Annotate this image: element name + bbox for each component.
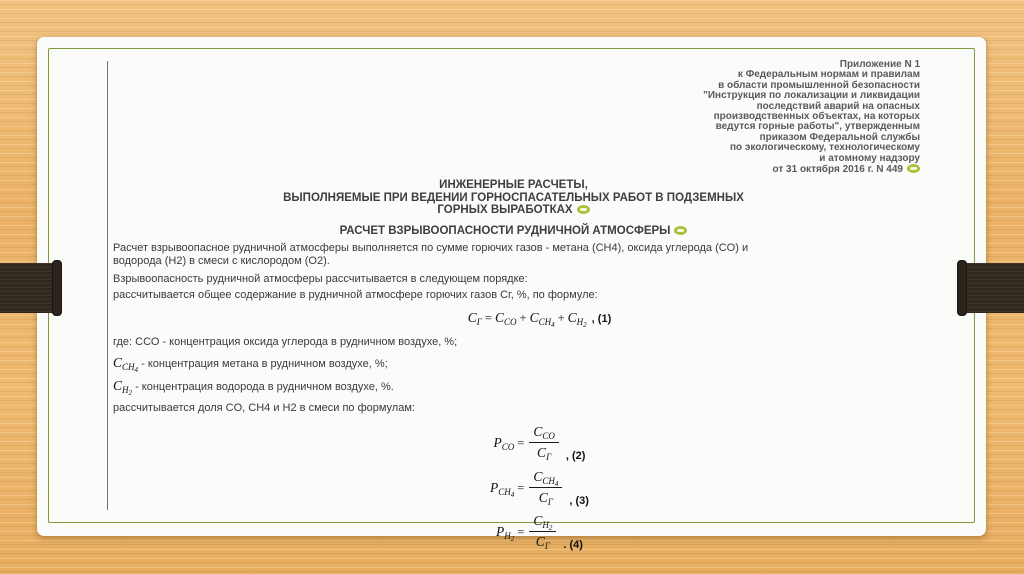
left-clip-bar-cap [52, 260, 62, 316]
header-line: производственных объектах, на которых [713, 111, 920, 123]
paragraph-fractions-intro: рассчитывается доля CO, CH4 и H2 в смеси по формулам: [113, 402, 415, 415]
header-line: к Федеральным нормам и правилам [737, 69, 920, 81]
main-title-line2: ВЫПОЛНЯЕМЫЕ ПРИ ВЕДЕНИИ ГОРНОСПАСАТЕЛЬНЫХ РАБОТ В ПОДЗЕМНЫХ [283, 191, 744, 204]
paragraph-total-content: рассчитывается общее содержание в рудничной атмосфере горючих газов Cг, %, по формуле: [113, 289, 598, 302]
header-line: "Инструкция по локализации и ликвидации [703, 90, 920, 102]
where-line-ch4: $C_{CH_4}$ - концентрация метана в рудничном воздухе, %; [113, 355, 388, 375]
fraction: $\frac{C_{CH_4}}{C_Г}$ [529, 468, 562, 507]
header-line: ведутся горные работы", утвержденным [715, 121, 920, 133]
formula-2: $P_{CO}$ = $\frac{C_{CO}}{C_Г}$ , (2) [493, 424, 586, 463]
anchor-link-icon[interactable] [907, 164, 920, 173]
section-subtitle: РАСЧЕТ ВЗРЫВООПАСНОСТИ РУДНИЧНОЙ АТМОСФЕРЫ [113, 225, 914, 238]
header-line: по экологическому, технологическому [729, 142, 920, 154]
where-line-cco: где: ССО - концентрация оксида углерода в рудничном воздухе, %; [113, 336, 458, 349]
slide-content [108, 57, 920, 552]
symbol-c-ch4: $C_{CH_4}$ [113, 355, 139, 375]
fraction: $\frac{C_{CO}}{C_Г}$ [529, 423, 559, 462]
right-clip-bar-cap [957, 260, 967, 316]
header-line: Приложение N 1 [839, 59, 920, 70]
fraction: $\frac{C_{H_2}}{C_Г}$ [529, 512, 556, 551]
header-line: последствий аварий на опасных [756, 100, 920, 112]
header-date-line [113, 164, 920, 175]
main-title-line1: ИНЖЕНЕРНЫЕ РАСЧЕТЫ, [439, 179, 588, 192]
header-line: в области промышленной безопасности [718, 79, 920, 91]
document-legal-header [113, 60, 920, 175]
header-line: приказом Федеральной службы [759, 131, 920, 143]
slide [37, 37, 986, 552]
left-clip-bar [0, 263, 57, 313]
anchor-link-icon[interactable] [674, 226, 687, 235]
symbol-c-h2: $C_{H_2}$ [113, 378, 133, 398]
right-clip-bar [962, 263, 1024, 313]
where-line-h2: $C_{H_2}$ - концентрация водорода в рудничном воздухе, %. [113, 378, 394, 398]
anchor-link-icon[interactable] [577, 205, 590, 214]
paragraph-order: Взрывоопасность рудничной атмосферы рассчитывается в следующем порядке: [113, 273, 528, 286]
formula-3: $P_{CH_4}$ = $\frac{C_{CH_4}}{C_Г}$ , (3) [490, 469, 589, 508]
paragraph-intro: Расчет взрывоопасное рудничной атмосферы выполняется по сумме горючих газов - метана (CH4), оксида углерода (CO) и водорода (H2) в смеси с кислородом (O2). [113, 242, 749, 268]
formula-1: $C_Г = C_{CO} + C_{CH_4} + C_{H_2}$ , (1) [467, 310, 612, 330]
main-title [113, 179, 914, 217]
header-line-text: от 31 октября 2016 г. N 449 [772, 164, 903, 176]
formula-4: $P_{H_2}$ = $\frac{C_{H_2}}{C_Г}$ . (4) [496, 513, 583, 552]
header-line: и атомному надзору [819, 152, 920, 164]
main-title-line3: ГОРНЫХ ВЫРАБОТКАХ [113, 204, 914, 217]
